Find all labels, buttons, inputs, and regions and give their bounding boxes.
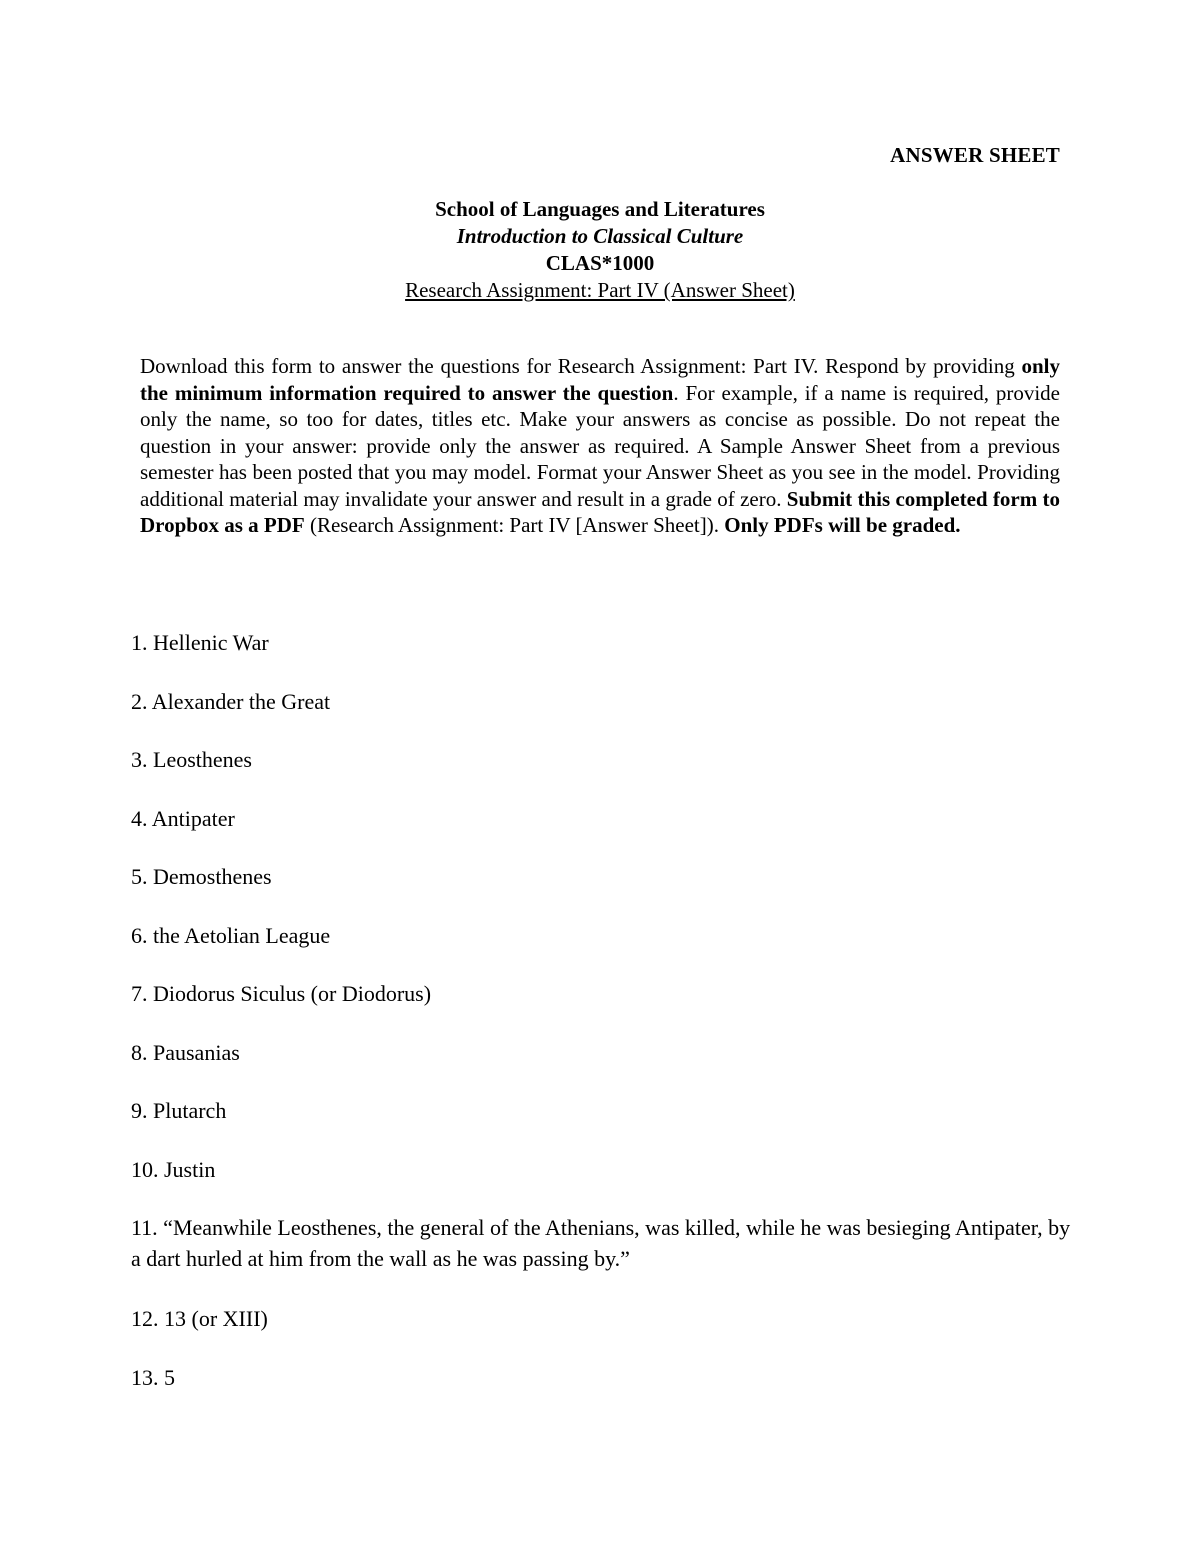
answer-item: 9. Plutarch xyxy=(131,1098,227,1123)
answer-item: 8. Pausanias xyxy=(131,1039,240,1065)
instructions-text-3: (Research Assignment: Part IV [Answer Sheet]). xyxy=(304,513,725,537)
answer-item: 3. Leosthenes xyxy=(131,747,252,772)
answer-item: 1. Hellenic War xyxy=(131,630,269,655)
instructions-bold-1: only the minimum information required to answer the question xyxy=(140,354,1060,405)
course-code: CLAS*1000 xyxy=(545,251,655,275)
answer-sheet-label: ANSWER SHEET xyxy=(890,143,1060,167)
instructions-bold-2: Submit this completed form to Dropbox as a PDF xyxy=(140,486,1060,537)
answers-list xyxy=(131,627,1071,1420)
assignment-title: Research Assignment: Part IV (Answer Sheet) xyxy=(405,278,795,302)
answer-item: 2. Alexander the Great xyxy=(131,688,331,714)
answer-item: 5. Demosthenes xyxy=(131,864,272,889)
answer-item: 7. Diodorus Siculus (or Diodorus) xyxy=(131,981,432,1006)
answer-item: 11. “Meanwhile Leosthenes, the general of the Athenians, was killed, while he was besieging Antipater, by a dart hurled at him from the wall as he was passing by.” xyxy=(131,1215,1071,1271)
course-header xyxy=(0,196,1200,304)
course-title: Introduction to Classical Culture xyxy=(456,224,744,248)
answer-item: 4. Antipater xyxy=(131,805,235,831)
answer-item: 13. 5 xyxy=(131,1364,175,1390)
school-name: School of Languages and Literatures xyxy=(435,197,765,221)
answer-item: 12. 13 (or XIII) xyxy=(131,1306,268,1331)
answer-item: 10. Justin xyxy=(131,1156,216,1182)
instructions-text-1: Download this form to answer the questions for Research Assignment: Part IV. Respond by providing xyxy=(140,354,1022,378)
instructions-paragraph xyxy=(140,353,1060,539)
answer-item: 6. the Aetolian League xyxy=(131,922,331,948)
instructions-text-2: . For example, if a name is required, provide only the name, so too for dates, titles etc. Make your answers as concise as possible. Do not repeat the question in your answer: provide only the answer as required. A Sample Answer Sheet from a previous semester has been posted that you may model. Format your Answer Sheet as you see in the model. Providing additional material may invalidate your answer and result in a grade of zero. xyxy=(140,380,1060,511)
instructions-bold-3: Only PDFs will be graded. xyxy=(724,513,961,537)
